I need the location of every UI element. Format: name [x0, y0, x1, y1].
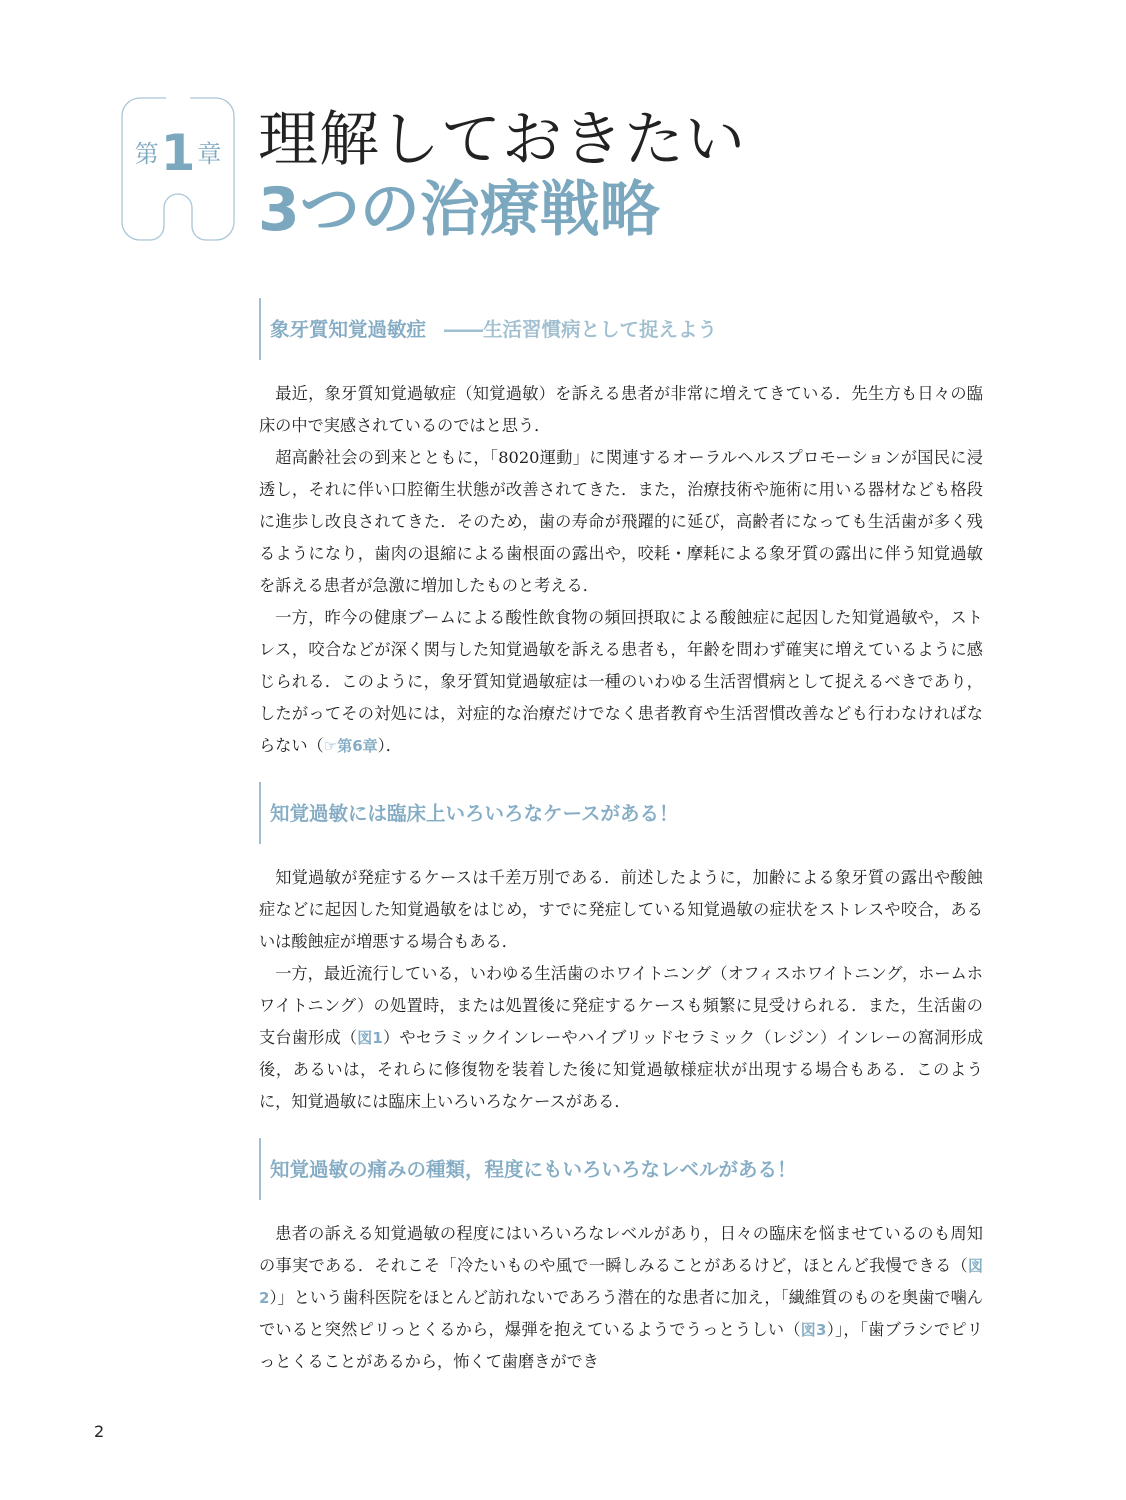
section-heading: 知覚過敏の痛みの種類，程度にもいろいろなレベルがある！	[259, 1138, 983, 1200]
section-heading	[259, 298, 983, 360]
paragraph-text: 一方，昨今の健康ブームによる酸性飲食物の頻回摂取による酸蝕症に起因した知覚過敏や，ストレス，咬合などが深く関与した知覚過敏を訴える患者も，年齢を問わず確実に増えているように感じられる．このように，象牙質知覚過敏症は一種のいわゆる生活習慣病として捉えるべきであり，したがってその対処には，対症的な治療だけでなく患者教育や生活習慣改善なども行わなければならない（	[259, 608, 983, 755]
paragraph	[259, 1218, 983, 1378]
figure-reference-link[interactable]: 図2	[259, 1257, 983, 1307]
paragraph: 最近，象牙質知覚過敏症（知覚過敏）を訴える患者が非常に増えてきている．先生方も日々の臨床の中で実感されているのではと思う．	[259, 384, 983, 435]
figure-reference-link[interactable]: 図3	[800, 1321, 827, 1339]
section-1	[259, 298, 983, 762]
paragraph: 超高齢社会の到来とともに，「8020運動」に関連するオーラルヘルスプロモーションが国民に浸透し，それに伴い口腔衛生状態が改善されてきた．また，治療技術や施術に用いる器材なども格段に進歩し改良されてきた．そのため，歯の寿命が飛躍的に延び，高齢者になっても生活歯が多く残るようになり，歯肉の退縮による歯根面の露出や，咬耗・摩耗による象牙質の露出に伴う知覚過敏を訴える患者が急激に増加したものと考える．	[259, 448, 983, 595]
chapter-suffix: 章	[197, 140, 222, 168]
section-heading-text: 象牙質知覚過敏症	[270, 318, 427, 341]
paragraph-text: 一方，最近流行している，いわゆる生活歯のホワイトニング（オフィスホワイトニング，ホームホワイトニング）の処置時，または処置後に発症するケースも頻繁に見受けられる．また，生活歯の支台歯形成（	[259, 964, 983, 1047]
chapter-title-line1: 理解しておきたい	[258, 105, 746, 175]
paragraph-text: 患者の訴える知覚過敏の程度にはいろいろなレベルがあり，日々の臨床を悩ませているのも周知の事実である．それこそ「冷たいものや風で一瞬しみることがあるけど，ほとんど我慢できる（	[259, 1224, 983, 1275]
paragraph	[259, 602, 983, 762]
section-2	[259, 782, 983, 1118]
chapter-label	[120, 124, 236, 182]
paragraph	[259, 958, 983, 1118]
paragraph-text: ）．	[377, 736, 402, 755]
section-subheading: ――生活習慣病として捉えよう	[444, 318, 718, 341]
chapter-title-line2: 3つの治療戦略	[258, 175, 660, 245]
paragraph: 知覚過敏が発症するケースは千差万別である．前述したように，加齢による象牙質の露出や酸蝕症などに起因した知覚過敏をはじめ，すでに発症している知覚過敏の症状をストレスや咬合，あるいは酸蝕症が増悪する場合もある．	[259, 868, 983, 951]
paragraph-text: ）やセラミックインレーやハイブリッドセラミック（レジン）インレーの窩洞形成後，あるいは，それらに修復物を装着した後に知覚過敏様症状が出現する場合もある．このように，知覚過敏には臨床上いろいろなケースがある．	[259, 1028, 984, 1111]
chapter-badge	[120, 96, 236, 242]
chapter-prefix: 第	[134, 140, 159, 168]
page-number: 2	[94, 1422, 105, 1441]
chapter-reference-link[interactable]: ☞第6章	[323, 737, 378, 755]
section-heading: 知覚過敏には臨床上いろいろなケースがある！	[259, 782, 983, 844]
paragraph-text: ）」，「歯ブラシでピリっとくることがあるから，怖くて歯磨きができ	[259, 1320, 983, 1371]
main-content	[259, 298, 983, 1398]
section-3	[259, 1138, 983, 1378]
chapter-number: 1	[160, 124, 196, 182]
figure-reference-link[interactable]: 図1	[357, 1029, 383, 1047]
paragraph-text: ）」という歯科医院をほとんど訪れないであろう潜在的な患者に加え，「繊維質のものを奥歯で噛んでいると突然ピリっとくるから，爆弾を抱えているようでうっとうしい（	[259, 1288, 983, 1339]
